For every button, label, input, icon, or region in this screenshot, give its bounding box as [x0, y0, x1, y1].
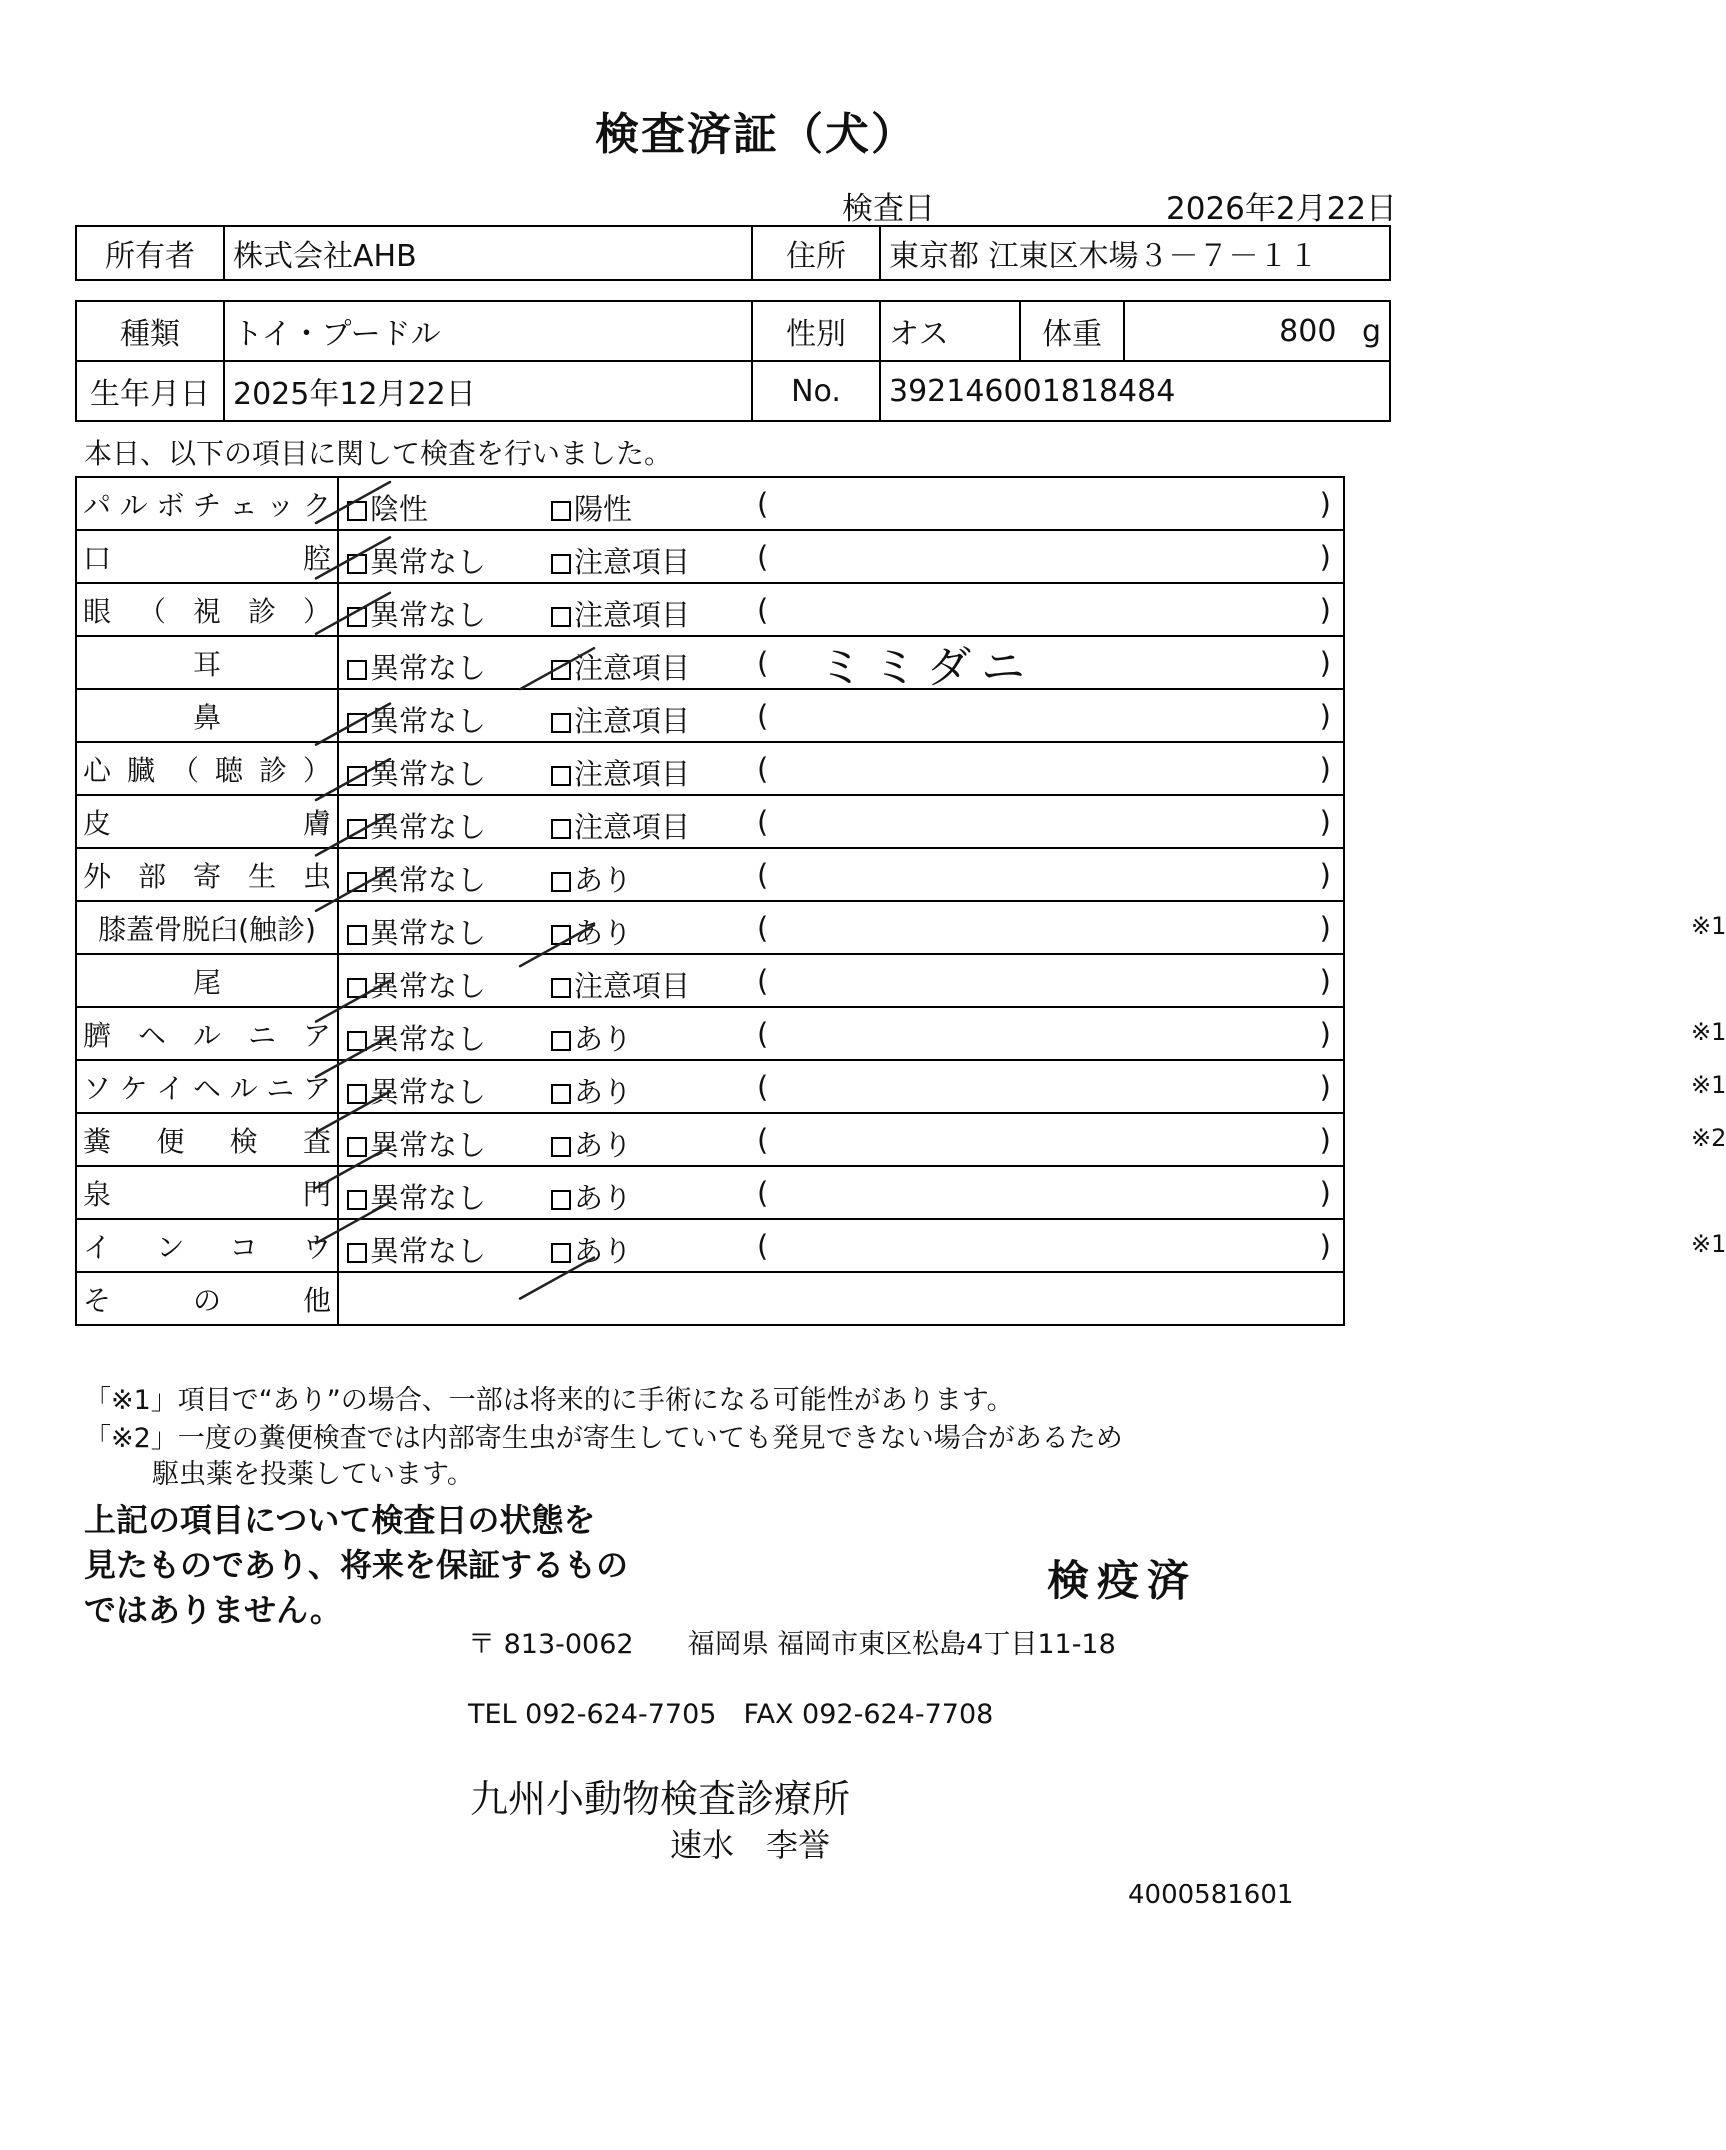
checkbox-icon[interactable]: [551, 501, 571, 521]
option-normal[interactable]: 異常なし: [347, 1229, 486, 1270]
paren-close: ): [1319, 646, 1331, 680]
checkbox-icon[interactable]: [347, 1031, 367, 1051]
checkbox-icon[interactable]: [347, 872, 367, 892]
checkbox-icon[interactable]: [347, 501, 367, 521]
exam-row-options: [338, 848, 1344, 901]
clinic-address: 〒 813-0062 福岡県 福岡市東区松島4丁目11-18: [468, 1629, 1116, 1660]
option-abnormal[interactable]: 注意項目: [551, 593, 690, 634]
exam-row-label: 耳: [76, 636, 338, 689]
exam-row-options: [338, 954, 1344, 1007]
checkbox-icon[interactable]: [347, 978, 367, 998]
exam-row-options: [338, 1113, 1726, 1166]
option-normal[interactable]: 異常なし: [347, 964, 486, 1005]
footnote-1: 「※1」項目で“あり”の場合、一部は将来的に手術になる可能性があります。: [84, 1385, 1014, 1416]
address-value: 東京都 江東区木場３－７－１１: [880, 226, 1390, 280]
option-abnormal[interactable]: あり: [551, 1176, 632, 1217]
exam-row-options: [338, 1007, 1726, 1060]
paren-close: ): [1319, 540, 1331, 574]
footnote-ref: ※2: [1691, 1124, 1726, 1152]
paren-open: (: [757, 1123, 769, 1157]
exam-row-other: [76, 1272, 1344, 1325]
paren-open: (: [757, 911, 769, 945]
exam-row-options: [338, 1166, 1344, 1219]
exam-row: [76, 848, 1344, 901]
checkbox-icon[interactable]: [551, 607, 571, 627]
sex-label: 性別: [752, 301, 880, 361]
option-abnormal[interactable]: 注意項目: [551, 964, 690, 1005]
exam-row-options: [338, 477, 1344, 530]
paren-close: ): [1319, 1017, 1331, 1051]
exam-row: [76, 636, 1344, 689]
exam-row-label: 尾: [76, 954, 338, 1007]
checkbox-icon[interactable]: [347, 925, 367, 945]
exam-row-label: 臍 ヘ ル ニ ア: [76, 1007, 338, 1060]
option-normal[interactable]: 異常なし: [347, 805, 486, 846]
option-abnormal[interactable]: あり: [551, 1070, 632, 1111]
paren-close: ): [1319, 487, 1331, 521]
paren-close: ): [1319, 699, 1331, 733]
footnote-ref: ※1: [1691, 1230, 1726, 1258]
exam-row-label: 口 腔: [76, 530, 338, 583]
paren-open: (: [757, 699, 769, 733]
paren-open: (: [757, 1229, 769, 1263]
exam-row-label: 心 臓 （ 聴 診 ）: [76, 742, 338, 795]
checkbox-icon[interactable]: [551, 554, 571, 574]
paren-close: ): [1319, 805, 1331, 839]
checkbox-icon[interactable]: [347, 819, 367, 839]
option-abnormal[interactable]: 注意項目: [551, 752, 690, 793]
exam-table: [75, 476, 1726, 1326]
paren-close: ): [1319, 911, 1331, 945]
option-normal[interactable]: 異常なし: [347, 858, 486, 899]
other-label: そ の 他: [76, 1272, 338, 1325]
quarantine-stamp: 検疫済: [1047, 1556, 1198, 1605]
exam-row: [76, 1166, 1344, 1219]
checkbox-icon[interactable]: [551, 819, 571, 839]
footnote-2: 「※2」一度の糞便検査では内部寄生虫が寄生していても発見できない場合があるため: [84, 1423, 1123, 1454]
intro-text: 本日、以下の項目に関して検査を行いました。: [84, 437, 673, 470]
exam-row-options: [338, 795, 1344, 848]
exam-row-label: ソ ケ イ ヘ ル ニ ア: [76, 1060, 338, 1113]
footnote-2-cont: 駆虫薬を投薬しています。: [152, 1459, 474, 1490]
exam-row: [76, 795, 1344, 848]
dog-info-table: [75, 300, 1391, 422]
exam-row-options: [338, 901, 1726, 954]
checkbox-icon[interactable]: [551, 1137, 571, 1157]
owner-label: 所有者: [76, 226, 224, 280]
exam-row: [76, 1060, 1344, 1113]
option-abnormal[interactable]: 陽性: [551, 487, 632, 528]
exam-row-label: イ ン コ ウ: [76, 1219, 338, 1272]
clinic-person: 速水 李誉: [670, 1826, 831, 1864]
paren-open: (: [757, 858, 769, 892]
exam-row: [76, 1113, 1344, 1166]
checkbox-icon[interactable]: [551, 978, 571, 998]
clinic-phone: TEL 092-624-7705 FAX 092-624-7708: [468, 1699, 994, 1730]
address-label: 住所: [752, 226, 880, 280]
paren-open: (: [757, 964, 769, 998]
disclaimer-line-2: 見たものであり、将来を保証するもの: [84, 1546, 629, 1584]
paren-open: (: [757, 593, 769, 627]
exam-row-label: 皮 膚: [76, 795, 338, 848]
exam-row-options: [338, 530, 1344, 583]
clinic-name: 九州小動物検査診療所: [470, 1777, 851, 1821]
paren-close: ): [1319, 752, 1331, 786]
option-normal[interactable]: 異常なし: [347, 1176, 486, 1217]
checkbox-icon[interactable]: [347, 1084, 367, 1104]
option-normal[interactable]: 異常なし: [347, 593, 486, 634]
exam-row: [76, 583, 1344, 636]
handwritten-remark: ミミダニ: [819, 642, 1035, 693]
exam-row-label: 膝蓋骨脱臼(触診): [76, 901, 338, 954]
breed-label: 種類: [76, 301, 224, 361]
checkbox-icon[interactable]: [347, 713, 367, 733]
sex-value: オス: [880, 301, 1020, 361]
exam-date-value: 2026年2月22日: [1166, 191, 1398, 227]
option-normal[interactable]: 異常なし: [347, 1123, 486, 1164]
checkbox-icon[interactable]: [347, 766, 367, 786]
paren-open: (: [757, 1017, 769, 1051]
paren-open: (: [757, 805, 769, 839]
disclaimer: [84, 1498, 628, 1633]
footnote-ref: ※1: [1691, 1071, 1726, 1099]
disclaimer-line-3: ではありません。: [84, 1591, 342, 1629]
footnote-ref: ※1: [1691, 912, 1726, 940]
paren-open: (: [757, 752, 769, 786]
exam-row-label: 糞 便 検 査: [76, 1113, 338, 1166]
checkbox-icon[interactable]: [551, 872, 571, 892]
exam-row-options: [338, 583, 1344, 636]
exam-row: [76, 1007, 1344, 1060]
option-normal[interactable]: 異常なし: [347, 699, 486, 740]
disclaimer-line-1: 上記の項目について検査日の状態を: [84, 1501, 596, 1539]
option-abnormal[interactable]: あり: [551, 1123, 632, 1164]
exam-row-label: 鼻: [76, 689, 338, 742]
checkbox-icon[interactable]: [551, 925, 571, 945]
exam-row: [76, 901, 1344, 954]
checkbox-icon[interactable]: [347, 660, 367, 680]
dob-label: 生年月日: [76, 361, 224, 421]
exam-row: [76, 477, 1344, 530]
document-code: 4000581601: [1128, 1880, 1294, 1910]
option-abnormal[interactable]: 注意項目: [551, 699, 690, 740]
paren-close: ): [1319, 593, 1331, 627]
option-normal[interactable]: 陰性: [347, 487, 428, 528]
checkbox-icon[interactable]: [347, 554, 367, 574]
no-label: No.: [752, 361, 880, 421]
weight-unit: g: [1361, 313, 1381, 349]
other-value[interactable]: [338, 1272, 1344, 1325]
paren-close: ): [1319, 1176, 1331, 1210]
exam-row-options: [338, 742, 1344, 795]
option-normal[interactable]: 異常なし: [347, 646, 486, 687]
checkbox-icon[interactable]: [551, 1190, 571, 1210]
checkbox-icon[interactable]: [347, 1243, 367, 1263]
exam-row-options: [338, 636, 1344, 693]
weight-cell: [1124, 301, 1390, 361]
paren-open: (: [757, 646, 769, 680]
exam-row: [76, 689, 1344, 742]
owner-table: [75, 225, 1391, 281]
option-normal[interactable]: 異常なし: [347, 752, 486, 793]
exam-row: [76, 954, 1344, 1007]
option-normal[interactable]: 異常なし: [347, 911, 486, 952]
paren-close: ): [1319, 1123, 1331, 1157]
exam-row-options: [338, 1060, 1726, 1113]
exam-row: [76, 742, 1344, 795]
exam-row: [76, 530, 1344, 583]
option-abnormal[interactable]: あり: [551, 1017, 632, 1058]
paren-close: ): [1319, 1070, 1331, 1104]
weight-label: 体重: [1020, 301, 1124, 361]
exam-row-label: 眼 （ 視 診 ）: [76, 583, 338, 636]
option-abnormal[interactable]: あり: [551, 858, 632, 899]
paren-open: (: [757, 487, 769, 521]
exam-row: [76, 1219, 1344, 1272]
exam-row-label: 泉 門: [76, 1166, 338, 1219]
exam-row-label: 外 部 寄 生 虫: [76, 848, 338, 901]
checkbox-icon[interactable]: [551, 713, 571, 733]
option-abnormal[interactable]: 注意項目: [551, 646, 690, 687]
paren-open: (: [757, 540, 769, 574]
checkbox-icon[interactable]: [347, 607, 367, 627]
exam-row-label: パ ル ボ チ ェ ッ ク: [76, 477, 338, 530]
paren-open: (: [757, 1176, 769, 1210]
exam-row-options: [338, 1219, 1726, 1272]
paren-open: (: [757, 1070, 769, 1104]
exam-row-options: [338, 689, 1344, 742]
no-value: 392146001818484: [880, 361, 1390, 421]
weight-value: 800: [1279, 313, 1337, 349]
option-abnormal[interactable]: あり: [551, 1229, 632, 1270]
exam-date-label: 検査日: [842, 191, 935, 227]
paren-close: ): [1319, 1229, 1331, 1263]
checkbox-icon[interactable]: [347, 1137, 367, 1157]
paren-close: ): [1319, 964, 1331, 998]
footnote-ref: ※1: [1691, 1018, 1726, 1046]
option-abnormal[interactable]: あり: [551, 911, 632, 952]
checkbox-icon[interactable]: [551, 1243, 571, 1263]
dob-value: 2025年12月22日: [224, 361, 752, 421]
checkbox-icon[interactable]: [551, 766, 571, 786]
option-normal[interactable]: 異常なし: [347, 1070, 486, 1111]
option-normal[interactable]: 異常なし: [347, 540, 486, 581]
owner-name: 株式会社AHB: [224, 226, 752, 280]
checkbox-icon[interactable]: [551, 660, 571, 680]
checkbox-icon[interactable]: [551, 1031, 571, 1051]
option-abnormal[interactable]: 注意項目: [551, 540, 690, 581]
breed-value: トイ・プードル: [224, 301, 752, 361]
checkbox-icon[interactable]: [551, 1084, 571, 1104]
document-title: 検査済証（犬）: [595, 109, 917, 160]
paren-close: ): [1319, 858, 1331, 892]
option-abnormal[interactable]: 注意項目: [551, 805, 690, 846]
option-normal[interactable]: 異常なし: [347, 1017, 486, 1058]
checkbox-icon[interactable]: [347, 1190, 367, 1210]
